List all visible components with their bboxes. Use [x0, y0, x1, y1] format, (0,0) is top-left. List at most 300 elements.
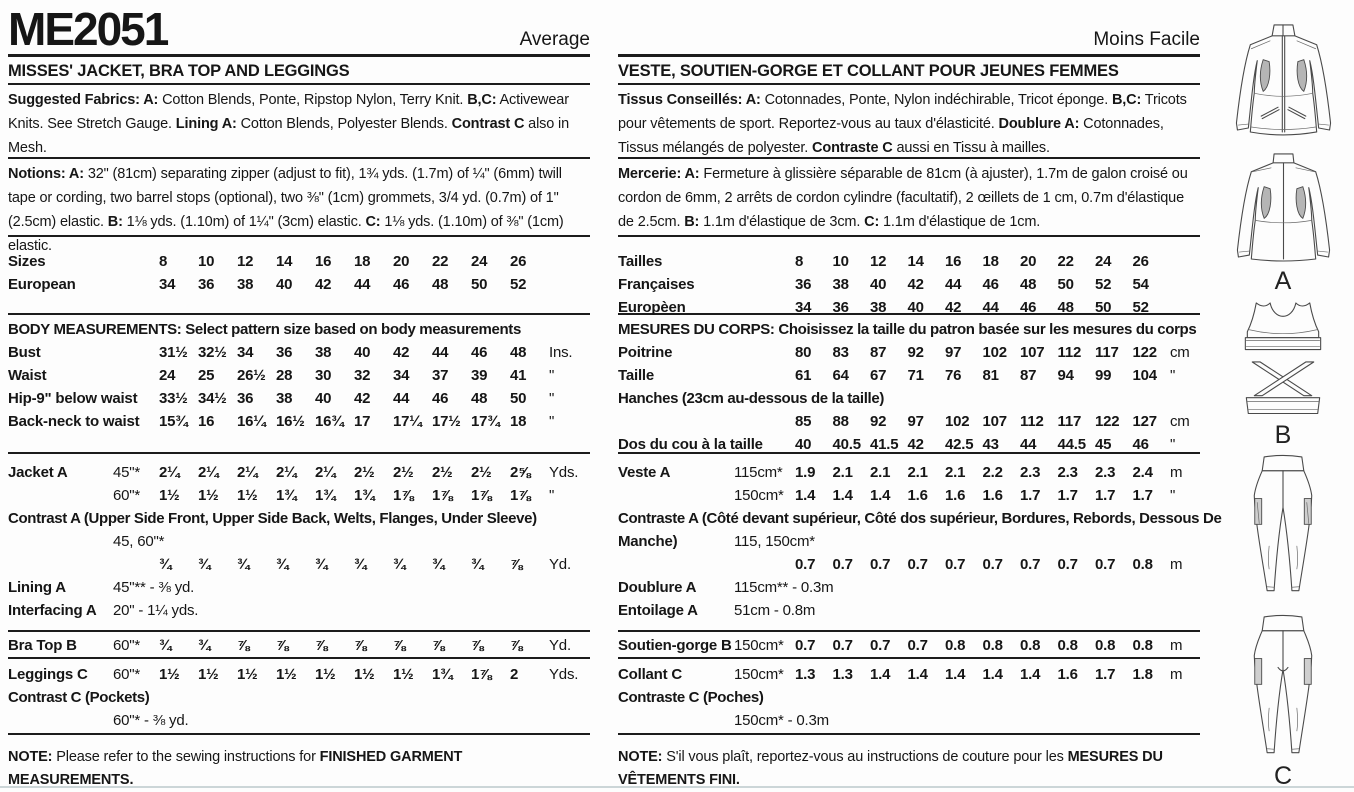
garment-drawings-column [1212, 0, 1354, 789]
value-cell: 34 [159, 276, 176, 293]
unit-cell: m [1170, 637, 1183, 654]
value-cell: 1½ [159, 487, 180, 504]
value-cell: 107 [982, 413, 1007, 430]
garment-title-en: MISSES' JACKET, BRA TOP AND LEGGINGS [8, 57, 590, 85]
value-cell: 40 [315, 390, 332, 407]
value-cell: ⅞ [276, 637, 289, 654]
value-cell: 38 [870, 299, 887, 316]
value-cell: 44.5 [1057, 436, 1086, 453]
value-cell: 34½ [198, 390, 227, 407]
notions-paragraph: Notions: A: 32" (81cm) separating zipper (adjust to fit), 1¾ yds. (1.7m) of ¼" (6mm) twill tape or cording, two barrel stops (optional), two ⅜" (1cm) grommets, 3/4 yd. (0.7m) of 1" (2.5cm) elastic. B: 1⅛ yds. (1.10m) of 1¼" (3cm) elastic. C: 1⅛ yds. (1.10m) of ⅜" (1cm) elastic. [8, 159, 590, 237]
value-cell: 28 [276, 367, 293, 384]
full-row-text: Contrast C (Pockets) [8, 689, 150, 706]
value-cell: 1.7 [1095, 487, 1116, 504]
jacket-yardage-table-fr [618, 461, 1222, 622]
value-cell: 0.7 [795, 556, 816, 573]
value-cell: 40 [276, 276, 293, 293]
unit-cell: " [1170, 487, 1176, 504]
value-cell: 24 [471, 253, 488, 270]
english-panel [8, 0, 590, 789]
table-row [8, 634, 590, 657]
value-cell: 117 [1095, 344, 1119, 361]
value-cell: 2½ [393, 464, 414, 481]
value-cell: ¾ [276, 556, 289, 573]
value-cell: ¾ [471, 556, 484, 573]
french-panel [618, 0, 1222, 789]
value-cell: 2⅝ [510, 464, 531, 481]
value-cell: 50 [1095, 299, 1112, 316]
value-cell: 102 [945, 413, 970, 430]
value-cell: 18 [510, 413, 527, 430]
value-cell: 112 [1057, 344, 1082, 361]
value-cell: 1.3 [795, 666, 816, 683]
bra-top-front-drawing [1233, 300, 1333, 355]
suggested-fabrics-paragraph: Suggested Fabrics: A: Cotton Blends, Ponte, Ripstop Nylon, Terry Knit. B,C: Activewear Knits. See Stretch Gauge. Lining A: Cotton Blends, Polyester Blends. Contrast C also in Mesh. [8, 85, 590, 159]
value-cell: 15¾ [159, 413, 188, 430]
value-cell: 2.4 [1132, 464, 1153, 481]
value-cell: 20 [1020, 253, 1037, 270]
table-row [618, 273, 1200, 296]
value-cell: 1⅞ [432, 487, 453, 504]
unit-cell: cm [1170, 413, 1190, 430]
value-cell: 1¾ [315, 487, 336, 504]
body-measurements-heading-fr: MESURES DU CORPS: Choisissez la taille du patron basée sur les mesures du corps [618, 321, 1197, 338]
value-cell: 54 [1132, 276, 1149, 293]
note-paragraph-fr: NOTE: S'il vous plaît, reportez-vous au instructions de couture pour les MESURES DU VÊTEMENTS FINI. [618, 749, 1163, 788]
bra-yardage-table-fr [618, 634, 1200, 657]
value-cell: 67 [870, 367, 887, 384]
fabric-width-cell: 150cm* [734, 666, 784, 683]
table-row [618, 686, 1200, 709]
row-label: Veste A [618, 464, 671, 481]
value-cell: 1½ [237, 487, 258, 504]
value-cell: 71 [907, 367, 924, 384]
span-cell: 150cm* - 0.3m [734, 712, 829, 729]
body-measurements-heading-en: BODY MEASUREMENTS: Select pattern size based on body measurements [8, 321, 521, 338]
value-cell: 1½ [276, 666, 297, 683]
value-cell: 1.6 [982, 487, 1003, 504]
row-label: Hip-9" below waist [8, 390, 138, 407]
value-cell: 2½ [432, 464, 453, 481]
row-label: Poitrine [618, 344, 673, 361]
value-cell: 40 [907, 299, 924, 316]
unit-cell: " [549, 367, 555, 384]
value-cell: 0.7 [1095, 556, 1116, 573]
table-row [8, 599, 590, 622]
value-cell: 46 [1020, 299, 1037, 316]
value-cell: 10 [832, 253, 849, 270]
fabric-width-cell: 60"* [113, 637, 141, 654]
body-measurements-table-fr [618, 341, 1200, 456]
bra-yardage-section-fr [618, 632, 1200, 659]
span-cell: 60"* - ⅜ yd. [113, 712, 189, 729]
value-cell: 112 [1020, 413, 1044, 430]
value-cell: 8 [159, 253, 168, 270]
value-cell: 26 [1132, 253, 1149, 270]
value-cell: 81 [982, 367, 999, 384]
value-cell: 48 [1057, 299, 1074, 316]
value-cell: 0.7 [795, 637, 816, 654]
row-label: Waist [8, 367, 47, 384]
value-cell: 80 [795, 344, 812, 361]
value-cell: 2¼ [159, 464, 180, 481]
value-cell: 2.1 [832, 464, 853, 481]
sizes-table-fr [618, 237, 1200, 315]
value-cell: 83 [832, 344, 849, 361]
table-row [8, 576, 590, 599]
value-cell: 44 [1020, 436, 1037, 453]
value-cell: 2.2 [982, 464, 1003, 481]
value-cell: 88 [832, 413, 849, 430]
value-cell: 1½ [315, 666, 336, 683]
value-cell: 12 [237, 253, 254, 270]
value-cell: 0.8 [1020, 637, 1041, 654]
fabric-width-cell: 150cm* [734, 487, 784, 504]
value-cell: 38 [276, 390, 293, 407]
value-cell: 52 [1132, 299, 1149, 316]
value-cell: 26 [510, 253, 527, 270]
value-cell: ¾ [198, 556, 211, 573]
value-cell: 1.6 [907, 487, 928, 504]
value-cell: ¾ [159, 556, 172, 573]
value-cell: 38 [237, 276, 254, 293]
value-cell: 52 [1095, 276, 1112, 293]
table-row [618, 250, 1200, 273]
table-row [618, 296, 1200, 319]
span-cell: 45"** - ⅜ yd. [113, 579, 195, 596]
body-measurements-section-en [8, 315, 590, 454]
value-cell: 2¼ [276, 464, 297, 481]
value-cell: 16¾ [315, 413, 344, 430]
value-cell: 32 [354, 367, 371, 384]
value-cell: 50 [471, 276, 488, 293]
table-row [8, 709, 590, 732]
value-cell: ¾ [354, 556, 367, 573]
value-cell: 1.4 [870, 666, 891, 683]
table-row [8, 530, 590, 553]
value-cell: 26½ [237, 367, 266, 384]
value-cell: 0.7 [1057, 556, 1078, 573]
envelope-bottom-edge [0, 786, 1354, 788]
value-cell: 76 [945, 367, 962, 384]
table-row [8, 364, 590, 387]
value-cell: 44 [945, 276, 962, 293]
value-cell: 42.5 [945, 436, 974, 453]
value-cell: 0.7 [832, 556, 853, 573]
value-cell: 48 [432, 276, 449, 293]
table-row [618, 663, 1200, 686]
leggings-yardage-table-fr [618, 663, 1200, 732]
value-cell: 46 [982, 276, 999, 293]
leggings-yardage-table-en [8, 663, 590, 732]
value-cell: ⅞ [354, 637, 367, 654]
row-label: Lining A [8, 579, 66, 596]
value-cell: 44 [393, 390, 410, 407]
value-cell: ⅞ [432, 637, 445, 654]
value-cell: 16 [315, 253, 332, 270]
value-cell: 42 [393, 344, 410, 361]
value-cell: 1¾ [276, 487, 297, 504]
value-cell: 20 [393, 253, 410, 270]
value-cell: 117 [1057, 413, 1082, 430]
english-header [8, 0, 590, 57]
value-cell: 104 [1132, 367, 1157, 384]
row-label: Interfacing A [8, 602, 97, 619]
table-row [618, 484, 1200, 507]
table-row [8, 686, 590, 709]
table-row [618, 364, 1200, 387]
leggings-yardage-section-en [8, 659, 590, 735]
view-a-label: A [1274, 266, 1292, 295]
value-cell: 1⅞ [471, 487, 492, 504]
full-row-text: Contrast A (Upper Side Front, Upper Side Back, Welts, Flanges, Under Sleeve) [8, 510, 537, 527]
span-cell: 51cm - 0.8m [734, 602, 816, 619]
value-cell: 1.8 [1132, 666, 1153, 683]
value-cell: 34 [237, 344, 254, 361]
value-cell: 17 [354, 413, 371, 430]
leggings-yardage-section-fr [618, 659, 1200, 735]
row-label: Entoilage A [618, 602, 698, 619]
full-row-text: Contraste C (Poches) [618, 689, 764, 706]
table-row [618, 634, 1200, 657]
value-cell: ⅞ [510, 556, 523, 573]
value-cell: ¾ [432, 556, 445, 573]
value-cell: 0.8 [1132, 556, 1153, 573]
table-row [618, 410, 1200, 433]
value-cell: 41.5 [870, 436, 899, 453]
value-cell: 16 [945, 253, 962, 270]
garment-title-fr: VESTE, SOUTIEN-GORGE ET COLLANT POUR JEUNES FEMMES [618, 57, 1200, 85]
value-cell: 1½ [393, 666, 414, 683]
table-row [618, 709, 1200, 732]
unit-cell: m [1170, 464, 1183, 481]
value-cell: 92 [907, 344, 924, 361]
fabric-width-cell: 115cm* [734, 464, 783, 481]
table-row [618, 599, 1200, 622]
full-row-text: Contraste A (Côté devant supérieur, Côté dos supérieur, Bordures, Rebords, Dessous De [618, 510, 1222, 527]
value-cell: 122 [1095, 413, 1120, 430]
value-cell: 32½ [198, 344, 227, 361]
row-label: Bra Top B [8, 637, 77, 654]
value-cell: 36 [795, 276, 812, 293]
value-cell: ⅞ [315, 637, 328, 654]
value-cell: 64 [832, 367, 849, 384]
unit-cell: " [549, 413, 555, 430]
jacket-back-drawing [1221, 151, 1346, 266]
value-cell: 1⅞ [471, 666, 492, 683]
row-label: Back-neck to waist [8, 413, 140, 430]
unit-cell: cm [1170, 344, 1190, 361]
value-cell: 1¾ [432, 666, 453, 683]
value-cell: 14 [907, 253, 924, 270]
value-cell: 1½ [237, 666, 258, 683]
value-cell: 2 [510, 666, 519, 683]
value-cell: 1⅞ [510, 487, 531, 504]
value-cell: 17½ [432, 413, 461, 430]
row-label: Françaises [618, 276, 695, 293]
row-label: Bust [8, 344, 41, 361]
row-label: Dos du cou à la taille [618, 436, 763, 453]
full-row-text: Hanches (23cm au-dessous de la taille) [618, 390, 884, 407]
pattern-number: ME2051 [8, 3, 168, 55]
bra-yardage-table-en [8, 634, 590, 657]
unit-cell: Yds. [549, 666, 579, 683]
table-row [618, 433, 1200, 456]
value-cell: 1.7 [1095, 666, 1116, 683]
difficulty-label-en: Average [519, 29, 590, 50]
value-cell: 2½ [471, 464, 492, 481]
value-cell: 2½ [354, 464, 375, 481]
value-cell: 36 [832, 299, 849, 316]
value-cell: 33½ [159, 390, 188, 407]
value-cell: 1.4 [1020, 666, 1041, 683]
table-row [8, 461, 590, 484]
row-label: Soutien-gorge B [618, 637, 732, 654]
tissus-conseilles-paragraph: Tissus Conseillés: A: Cotonnades, Ponte, Nylon indéchirable, Tricot éponge. B,C: Tricots pour vêtements de sport. Reportez-vous au taux d'élasticité. Doublure A: Cotonnades, Tissus mélangés de polyester. Contraste C aussi en Tissu à mailles. [618, 85, 1200, 159]
value-cell: 12 [870, 253, 887, 270]
value-cell: 99 [1095, 367, 1112, 384]
value-cell: ⅞ [510, 637, 523, 654]
unit-cell: Yds. [549, 464, 579, 481]
value-cell: 46 [1132, 436, 1149, 453]
table-row [8, 484, 590, 507]
value-cell: ¾ [393, 556, 406, 573]
value-cell: 0.7 [907, 637, 928, 654]
value-cell: 107 [1020, 344, 1045, 361]
value-cell: 0.8 [1057, 637, 1078, 654]
value-cell: 2.1 [945, 464, 966, 481]
value-cell: 16½ [276, 413, 305, 430]
value-cell: 1.3 [832, 666, 853, 683]
value-cell: 1.4 [870, 487, 891, 504]
value-cell: 1½ [354, 666, 375, 683]
bra-yardage-section-en [8, 632, 590, 659]
value-cell: 46 [471, 344, 488, 361]
value-cell: 1.4 [832, 487, 853, 504]
value-cell: 18 [354, 253, 371, 270]
value-cell: 38 [832, 276, 849, 293]
unit-cell: Yd. [549, 637, 571, 654]
value-cell: 1⅞ [393, 487, 414, 504]
value-cell: 1.4 [795, 487, 816, 504]
value-cell: 48 [510, 344, 527, 361]
value-cell: 45 [1095, 436, 1112, 453]
value-cell: 48 [1020, 276, 1037, 293]
value-cell: 44 [354, 276, 371, 293]
value-cell: 0.8 [1132, 637, 1153, 654]
jacket-yardage-table-en [8, 461, 590, 622]
value-cell: 50 [510, 390, 527, 407]
row-label: Jacket A [8, 464, 68, 481]
mercerie-paragraph: Mercerie: A: Fermeture à glissière séparable de 81cm (à ajuster), 1.7m de galon croisé ou cordon de 6mm, 2 arrêts de cordon cylindre (facultatif), 2 œillets de 1 cm, 0.7m d'élastique de 2.5cm. B: 1.1m d'élastique de 3cm. C: 1.1m d'élastique de 1cm. [618, 159, 1200, 237]
value-cell: 42 [315, 276, 332, 293]
value-cell: 30 [315, 367, 332, 384]
value-cell: 0.7 [870, 637, 891, 654]
value-cell: 2.3 [1020, 464, 1041, 481]
value-cell: 24 [1095, 253, 1112, 270]
jacket-front-drawing [1221, 22, 1346, 141]
unit-cell: " [549, 390, 555, 407]
value-cell: 2¼ [315, 464, 336, 481]
fabric-width-cell: 60"* [113, 666, 141, 683]
jacket-yardage-section-fr [618, 454, 1222, 632]
value-cell: 0.7 [982, 556, 1003, 573]
value-cell: 1.6 [945, 487, 966, 504]
value-cell: 97 [945, 344, 962, 361]
value-cell: 44 [432, 344, 449, 361]
row-label: Tailles [618, 253, 663, 270]
table-row [618, 387, 1200, 410]
bra-top-back-drawing [1233, 360, 1333, 419]
table-row [8, 410, 590, 433]
row-label: Taille [618, 367, 655, 384]
span-cell: 45, 60"* [113, 533, 165, 550]
value-cell: 1.4 [907, 666, 928, 683]
value-cell: 42 [907, 276, 924, 293]
value-cell: 17¼ [393, 413, 422, 430]
value-cell: 42 [907, 436, 924, 453]
value-cell: 1.4 [982, 666, 1003, 683]
leggings-back-drawing [1243, 612, 1323, 763]
value-cell: 17¾ [471, 413, 500, 430]
unit-cell: " [1170, 367, 1176, 384]
value-cell: 92 [870, 413, 887, 430]
table-row [618, 576, 1200, 599]
value-cell: 34 [393, 367, 410, 384]
value-cell: 16¼ [237, 413, 266, 430]
fabric-width-cell: 150cm* [734, 637, 784, 654]
value-cell: ⅞ [393, 637, 406, 654]
value-cell: 1.4 [945, 666, 966, 683]
value-cell: 122 [1132, 344, 1157, 361]
value-cell: 41 [510, 367, 527, 384]
table-row [8, 387, 590, 410]
unit-cell: Yd. [549, 556, 571, 573]
table-row [618, 461, 1200, 484]
value-cell: 2.3 [1095, 464, 1116, 481]
value-cell: 0.7 [870, 556, 891, 573]
row-label: Sizes [8, 253, 46, 270]
value-cell: 1.7 [1132, 487, 1153, 504]
view-c-label: C [1273, 762, 1293, 791]
value-cell: 52 [510, 276, 527, 293]
table-row [8, 273, 590, 296]
value-cell: 0.7 [945, 556, 966, 573]
view-b-label: B [1274, 420, 1292, 449]
span-cell: 20" - 1¼ yds. [113, 602, 199, 619]
body-measurements-section-fr [618, 315, 1200, 454]
value-cell: 37 [432, 367, 449, 384]
value-cell: 50 [1057, 276, 1074, 293]
value-cell: 40 [870, 276, 887, 293]
unit-cell: m [1170, 556, 1183, 573]
value-cell: 39 [471, 367, 488, 384]
value-cell: 22 [432, 253, 449, 270]
value-cell: 2¼ [237, 464, 258, 481]
value-cell: 87 [1020, 367, 1037, 384]
value-cell: 34 [795, 299, 812, 316]
value-cell: 40 [354, 344, 371, 361]
value-cell: ⅞ [471, 637, 484, 654]
value-cell: 0.8 [1095, 637, 1116, 654]
table-row [8, 507, 590, 530]
value-cell: 1.6 [1057, 666, 1078, 683]
value-cell: 36 [237, 390, 254, 407]
unit-cell: m [1170, 666, 1183, 683]
unit-cell: " [1170, 436, 1176, 453]
row-label: Leggings C [8, 666, 88, 683]
value-cell: 97 [907, 413, 924, 430]
